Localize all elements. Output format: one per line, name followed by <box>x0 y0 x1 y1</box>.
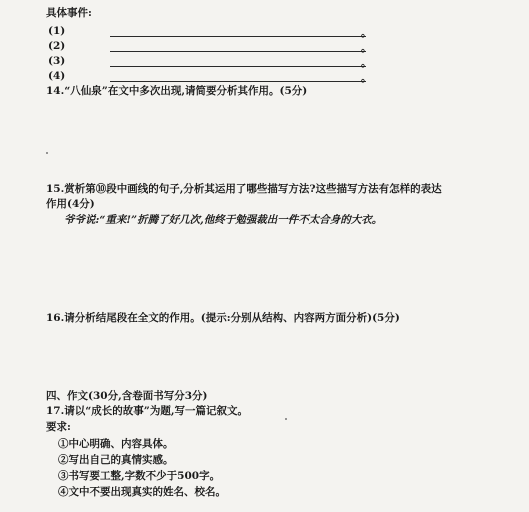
answer-blank-3 <box>48 55 372 69</box>
blank-period: 。 <box>361 72 372 84</box>
requirement-3: ③书写要工整,字数不少于500字。 <box>58 470 221 482</box>
section-4-heading: 四、作文(30分,含卷面书写分3分) <box>46 390 208 402</box>
answer-blank-1 <box>48 25 372 39</box>
scan-speck <box>46 152 48 154</box>
answer-line <box>110 81 366 82</box>
answer-blank-2 <box>48 40 372 54</box>
requirement-2: ②写出自己的真情实感。 <box>58 454 174 466</box>
requirement-1: ①中心明确、内容具体。 <box>58 438 174 450</box>
blank-number: (4) <box>48 70 66 82</box>
question-16: 16.请分析结尾段在全文的作用。(提示:分别从结构、内容两方面分析)(5分) <box>46 312 400 324</box>
scan-speck <box>285 418 287 420</box>
answer-line <box>110 66 366 67</box>
blank-number: (3) <box>48 55 66 67</box>
blank-period: 。 <box>361 42 372 54</box>
blank-period: 。 <box>361 27 372 39</box>
question-15-quote: 爷爷说:“重来!”折腾了好几次,他终于勉强裁出一件不太合身的大衣。 <box>64 214 383 226</box>
requirement-4: ④文中不要出现真实的姓名、校名。 <box>58 486 226 498</box>
blank-number: (1) <box>48 25 66 37</box>
question-15-line-2: 作用(4分) <box>46 198 95 210</box>
answer-line <box>110 51 366 52</box>
question-15-line-1: 15.赏析第⑩段中画线的句子,分析其运用了哪些描写方法?这些描写方法有怎样的表达 <box>46 183 442 195</box>
requirements-label: 要求: <box>46 421 71 433</box>
answer-blank-4 <box>48 70 372 84</box>
answer-line <box>110 36 366 37</box>
event-heading: 具体事件: <box>46 7 92 19</box>
question-14: 14.“八仙泉”在文中多次出现,请简要分析其作用。(5分) <box>46 85 308 97</box>
blank-number: (2) <box>48 40 66 52</box>
blank-period: 。 <box>361 57 372 69</box>
question-17: 17.请以“成长的故事”为题,写一篇记叙文。 <box>46 405 249 417</box>
